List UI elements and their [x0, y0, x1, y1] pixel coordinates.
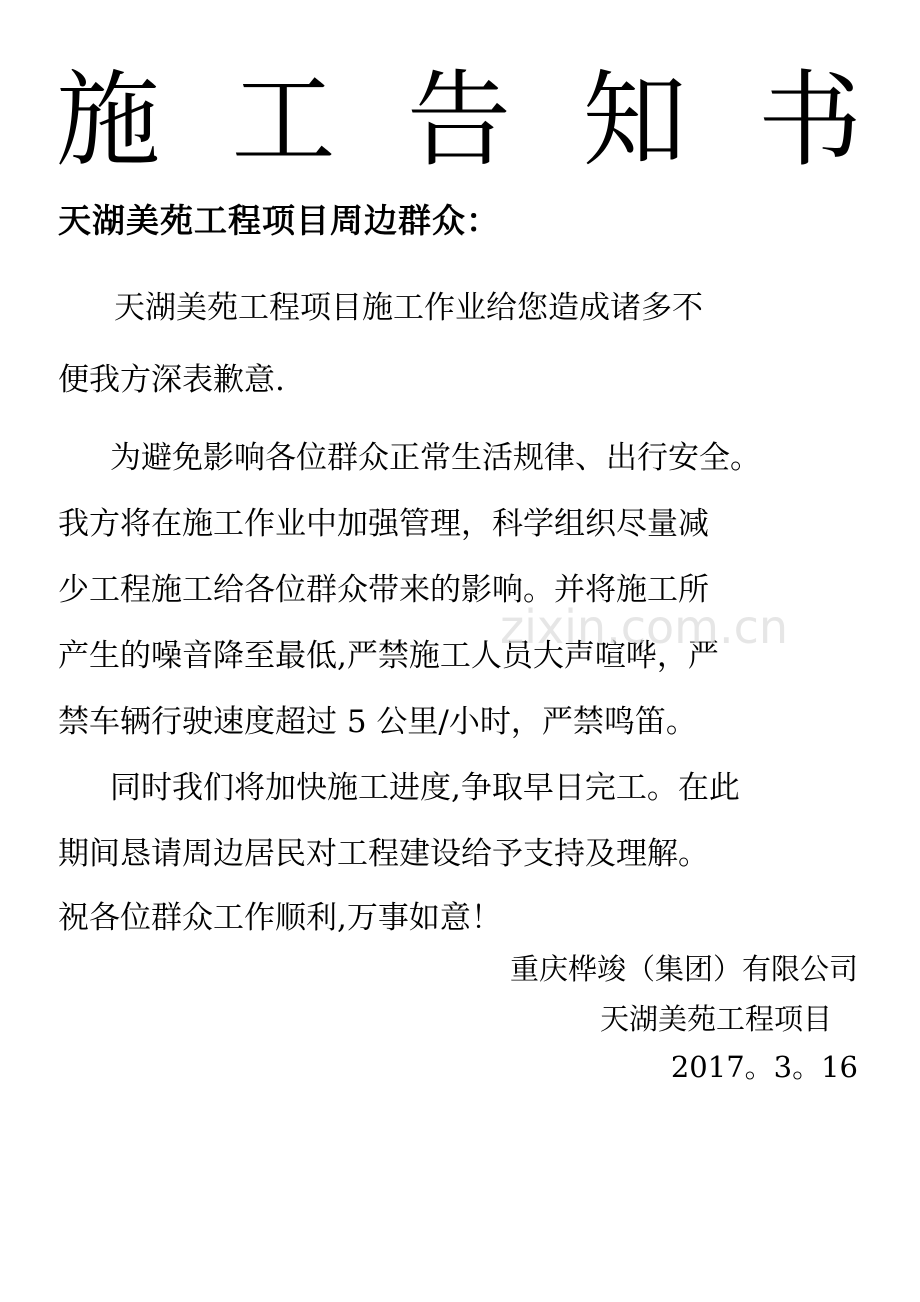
title-char: 告	[406, 59, 511, 181]
title-char: 施	[56, 59, 161, 181]
title-char: 书	[757, 59, 862, 181]
signature-project: 天湖美苑工程项目	[599, 1002, 832, 1036]
salutation: 天湖美苑工程项目周边群众：	[58, 201, 500, 240]
body-line: 少工程施工给各位群众带来的影响。并将施工所	[58, 572, 709, 608]
signature-date: 2017。3。16	[670, 1050, 858, 1084]
document-title	[56, 60, 862, 180]
watermark: zixin.com.cn	[500, 600, 789, 654]
body-line: 为避免影响各位群众正常生活规律、出行安全。	[110, 440, 761, 476]
title-char: 知	[582, 59, 687, 181]
signature-company: 重庆桦竣（集团）有限公司	[509, 952, 858, 986]
body-line: 我方将在施工作业中加强管理，科学组织尽量减	[58, 506, 709, 542]
body-line: 禁车辆行驶速度超过 5 公里/小时，严禁鸣笛。	[58, 704, 697, 740]
body-line: 同时我们将加快施工进度,争取早日完工。在此	[110, 770, 740, 806]
body-line: 期间恳请周边居民对工程建设给予支持及理解。	[58, 836, 709, 872]
body-line: 产生的噪音降至最低,严禁施工人员大声喧哗，严	[58, 638, 719, 674]
body-line: 天湖美苑工程项目施工作业给您造成诸多不	[114, 290, 703, 326]
body-line: 便我方深表歉意.	[58, 362, 285, 398]
title-char: 工	[231, 59, 336, 181]
closing-line: 祝各位群众工作顺利,万事如意！	[58, 900, 502, 936]
